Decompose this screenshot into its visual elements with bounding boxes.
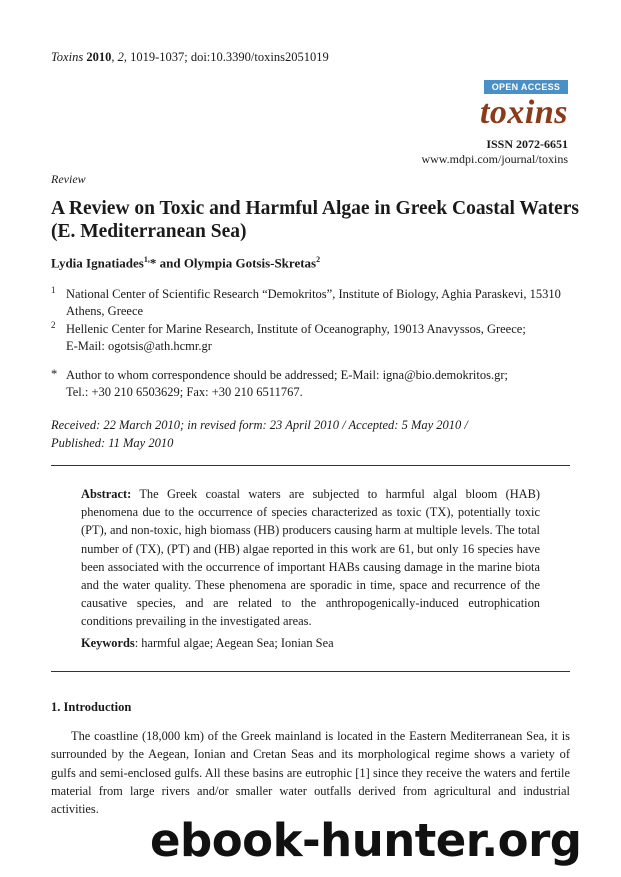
affiliation-number: 1 xyxy=(51,285,56,295)
author-list xyxy=(51,255,320,271)
body-paragraph: The coastline (18,000 km) of the Greek mainland is located in the Eastern Mediterranean Sea, it is surrounded by the Aegean, Ionian and Cretan Seas and its morphological regime shows a variety of gulfs and semi-enclosed gulfs. All these basins are eutrophic [1] since they receive the waters and fertile material from large rivers and/or smaller water outfalls derived from agricultural and industrial activities. xyxy=(51,729,570,817)
author-name: Olympia Gotsis-Skretas xyxy=(183,255,317,271)
article-title: A Review on Toxic and Harmful Algae in Greek Coastal Waters (E. Mediterranean Sea) xyxy=(51,198,579,242)
journal-citation: Toxins 2010, 2, 1019-1037; doi:10.3390/toxins2051019 xyxy=(51,50,329,64)
article-type: Review xyxy=(51,172,86,186)
affiliation-line: E-Mail: ogotsis@ath.hcmr.gr xyxy=(66,339,212,353)
correspondence-line: Author to whom correspondence should be addressed; E-Mail: igna@bio.demokritos.gr; xyxy=(66,368,508,382)
issn: ISSN 2072-6651 xyxy=(486,137,568,151)
journal-url[interactable]: www.mdpi.com/journal/toxins xyxy=(421,152,568,166)
affiliation xyxy=(66,286,576,320)
journal-volume: 2 xyxy=(117,50,124,64)
divider-top xyxy=(51,465,570,466)
affiliation-line: Hellenic Center for Marine Research, Institute of Oceanography, 19013 Anavyssos, Greece; xyxy=(66,322,526,336)
correspondence xyxy=(66,367,576,401)
author-affiliation-marker: 1, xyxy=(143,255,150,264)
corresponding-marker: * xyxy=(149,255,157,271)
author-name: Lydia Ignatiades xyxy=(51,255,144,271)
keywords xyxy=(81,636,334,651)
section-heading: 1. Introduction xyxy=(51,700,132,714)
journal-name: Toxins xyxy=(51,50,84,64)
correspondence-line: Tel.: +30 210 6503629; Fax: +30 210 6511767. xyxy=(66,385,303,399)
abstract-text: The Greek coastal waters are subjected to harmful algal bloom (HAB) phenomena due to the occurrence of species characterized as toxic (TX), potentially toxic (PT), and non-toxic, high biomass (HB) producers causing harm at multiple levels. The total number of (TX), (PT) and (HB) algae reported in this work are 61, but only 16 species have been associated with the occurrence of important HABs causing damage in the marine biota and the water quality. These phenomena are sporadic in time, space and recurrence of the causative species, and are related to the anthropogenically-induced eutrophication conditions prevailing in the investigated areas. xyxy=(81,487,541,629)
affiliation-line: Athens, Greece xyxy=(66,304,144,318)
affiliation xyxy=(66,321,576,355)
abstract xyxy=(81,485,540,631)
divider-bottom xyxy=(51,671,570,672)
affiliation-number: 2 xyxy=(51,320,56,330)
correspondence-mark: * xyxy=(51,367,58,381)
author-conjunction: and xyxy=(156,255,184,271)
keywords-text: : harmful algae; Aegean Sea; Ionian Sea xyxy=(134,636,334,650)
author-affiliation-marker: 2 xyxy=(316,255,321,264)
dates-line: Received: 22 March 2010; in revised form: 23 April 2010 / Accepted: 5 May 2010 / xyxy=(51,418,468,432)
abstract-label: Abstract: xyxy=(81,487,132,501)
journal-logo: toxins xyxy=(479,94,568,131)
open-access-badge: OPEN ACCESS xyxy=(484,80,568,94)
dates-line: Published: 11 May 2010 xyxy=(51,436,174,450)
watermark: ebook-hunter.org xyxy=(150,814,582,867)
journal-year: 2010 xyxy=(86,50,112,64)
affiliation-line: National Center of Scientific Research “Demokritos”, Institute of Biology, Aghia Paraskevi, 15310 xyxy=(66,287,561,301)
publication-dates xyxy=(51,416,468,452)
pages-doi: , 1019-1037; doi:10.3390/toxins2051019 xyxy=(123,50,329,64)
keywords-label: Keywords xyxy=(81,636,135,650)
